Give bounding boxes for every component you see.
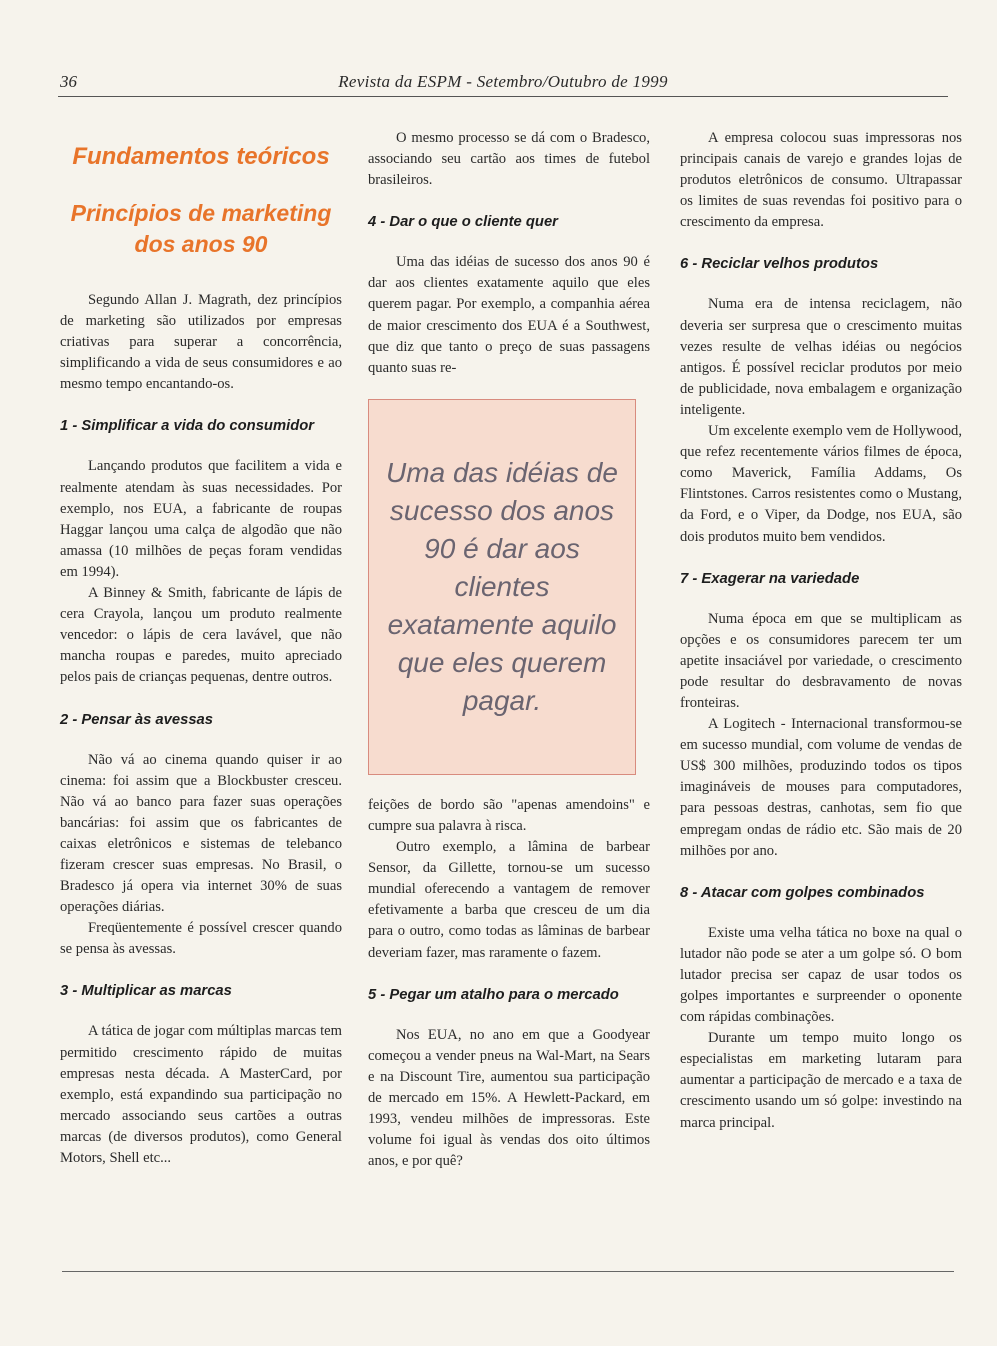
column-2 bbox=[368, 128, 650, 1172]
paragraph: A Logitech - Internacional transformou-se em sucesso mundial, com volume de vendas de US$ 300 milhões, produzindo todos os tipos imagináveis de mouses para computadores, para pessoas destras, canhotas, sem fio que empregam ondas de rádio etc. São mais de 20 milhões por ano. bbox=[680, 716, 962, 859]
column-3 bbox=[680, 128, 962, 1134]
paragraph: A Binney & Smith, fabricante de lápis de cera Crayola, lançou um produto realmente vencedor: o lápis de cera lavável, que não mancha roupas e paredes, muito apreciado pelos pais de crianças pequenas, dentre outros. bbox=[60, 585, 342, 686]
section-heading-7: 7 - Exagerar na variedade bbox=[680, 570, 860, 587]
running-head: Revista da ESPM - Setembro/Outubro de 1999 bbox=[338, 72, 668, 91]
paragraph: Numa época em que se multiplicam as opções e os consumidores parecem ter um apetite insaciável por variedade, o crescimento pode resultar do desbravamento de novas fronteiras. bbox=[680, 610, 962, 711]
paragraph: O mesmo processo se dá com o Bradesco, associando seu cartão aos times de futebol brasileiros. bbox=[368, 130, 650, 189]
section-heading-3: 3 - Multiplicar as marcas bbox=[60, 983, 232, 1000]
paragraph: Durante um tempo muito longo os especialistas em marketing lutaram para aumentar a participação de mercado e a taxa de crescimento usando um só golpe: investindo na marca principal. bbox=[680, 1030, 962, 1131]
section-heading-2: 2 - Pensar às avessas bbox=[60, 711, 214, 728]
section-heading-4: 4 - Dar o que o cliente quer bbox=[368, 214, 558, 231]
section-heading-6: 6 - Reciclar velhos produtos bbox=[680, 256, 879, 273]
page-header bbox=[58, 70, 948, 97]
paragraph: Outro exemplo, a lâmina de barbear Sensor, da Gillette, tornou-se um sucesso mundial oferecendo a vantagem de remover efetivamente a barba que cresceu de um dia para o outro, como todas as lâminas de barbear deveriam fazer, mas raramente o fazem. bbox=[368, 839, 650, 961]
section-heading-5: 5 - Pegar um atalho para o mercado bbox=[368, 986, 619, 1003]
paragraph: Um excelente exemplo vem de Hollywood, que refez recentemente vários filmes de época, como Maverick, Família Addams, Os Flintstones. Carros resistentes como o Mustang, da Ford, e o Viper, da Dodge, nos EUA, são dois produtos muito bem vendidos. bbox=[680, 423, 962, 545]
section-heading-1: 1 - Simplificar a vida do consumidor bbox=[60, 418, 315, 435]
paragraph: Lançando produtos que facilitem a vida e realmente atendam às suas necessidades. Por exemplo, nos EUA, a fabricante de roupas Haggar lançou uma calça de algodão que não amassa (10 milhões de peças foram vendidas em 1994). bbox=[60, 458, 342, 580]
article-subtitle: Princípios de marketing dos anos 90 bbox=[70, 200, 332, 257]
paragraph: Uma das idéias de sucesso dos anos 90 é dar aos clientes exatamente aquilo que eles querem pagar. Por exemplo, a companhia aérea de maior crescimento dos EUA é a Southwest, que diz que tanto o preço de suas passagens quanto suas re- bbox=[368, 254, 650, 376]
page-number: 36 bbox=[60, 72, 77, 91]
paragraph: feições de bordo são "apenas amendoins" e cumpre sua palavra à risca. bbox=[368, 796, 650, 834]
article-title: Fundamentos teóricos bbox=[72, 143, 330, 170]
intro-paragraph: Segundo Allan J. Magrath, dez princípios de marketing são utilizados por empresas criativas para superar a concorrência, simplificando a vida de seus consumidores e ao mesmo tempo encantando-os. bbox=[60, 292, 342, 393]
pull-quote-box bbox=[368, 399, 636, 775]
section-heading-8: 8 - Atacar com golpes combinados bbox=[680, 884, 925, 901]
paragraph: Existe uma velha tática no boxe na qual o lutador não pode se ater a um golpe só. O bom lutador precisa ser capaz de usar todos os golpes importantes e surpreender o oponente com rápidas combinações. bbox=[680, 924, 962, 1026]
paragraph: A tática de jogar com múltiplas marcas tem permitido crescimento rápido de muitas empresas nesta década. A MasterCard, por exemplo, está expandindo sua participação no mercado associando seus cartões a outras marcas (de diversos produtos), como General Motors, Shell etc... bbox=[60, 1023, 342, 1166]
column-1 bbox=[60, 128, 342, 1169]
paragraph: Freqüentemente é possível crescer quando se pensa às avessas. bbox=[60, 920, 342, 958]
pull-quote-text: Uma das idéias de sucesso dos anos 90 é dar aos clientes exatamente aquilo que eles querem pagar. bbox=[386, 456, 618, 716]
paragraph: Numa era de intensa reciclagem, não deveria ser surpresa que o crescimento muitas vezes resulte de velhas idéias ou negócios antigos. É possível reciclar produtos por meio de publicidade, nova embalagem e organização inteligente. bbox=[680, 296, 962, 418]
paragraph: A empresa colocou suas impressoras nos principais canais de varejo e grandes lojas de produtos eletrônicos de consumo. Ultrapassar os limites de suas revendas foi positivo para o crescimento da empresa. bbox=[680, 130, 962, 231]
footer-rule bbox=[62, 1271, 954, 1272]
paragraph: Não vá ao cinema quando quiser ir ao cinema: foi assim que a Blockbuster cresceu. Não vá ao banco para fazer suas operações bancárias: foi assim que os fabricantes de caixas eletrônicos e sistemas de telebanco fizeram crescer suas empresas. No Brasil, o Bradesco já opera via internet 30% de suas operações diárias. bbox=[60, 751, 342, 916]
paragraph: Nos EUA, no ano em que a Goodyear começou a vender pneus na Wal-Mart, na Sears e na Discount Tire, aumentou sua participação de mercado em 15%. A Hewlett-Packard, em 1993, vendeu milhões de impressoras. Este volume foi igual às vendas dos oito últimos anos, e por quê? bbox=[368, 1026, 650, 1170]
